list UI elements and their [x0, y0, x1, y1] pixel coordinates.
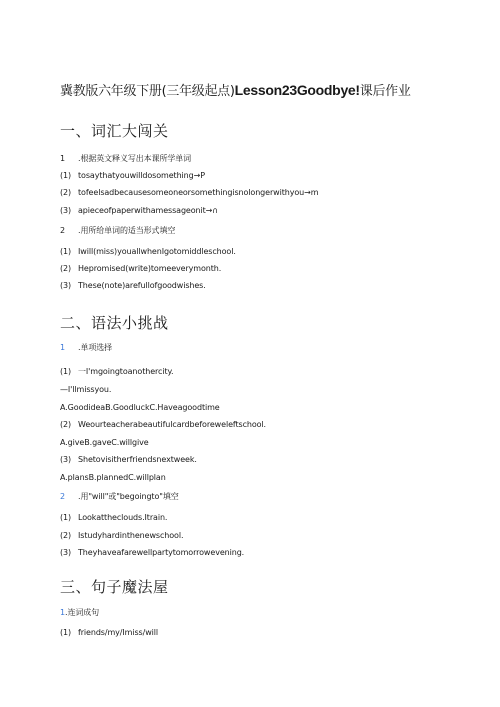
item-text: Weourteacherabeautifulcardbeforeweleftschool. [78, 420, 266, 429]
title-lesson: Lesson23Goodbye! [234, 82, 360, 98]
list-item [60, 403, 220, 412]
list-item [60, 473, 166, 482]
item-text: tofeelsadbecausesomeoneorsomethingisnolongerwithyou→m [78, 188, 319, 197]
question-number: 2 [60, 226, 65, 235]
item-text: Theyhaveafarewellpartytomorrowevening. [78, 548, 245, 557]
question-instruction: .用"will"或"begoingto"填空 [78, 492, 179, 501]
question-number: 1 [60, 608, 65, 617]
item-number: (3) [60, 206, 72, 215]
item-number: (1) [60, 367, 72, 376]
item-text: friends/my/Imiss/will [78, 628, 159, 637]
list-item [60, 281, 206, 290]
item-text: These(note)arefullofgoodwishes. [78, 281, 206, 290]
list-item [60, 531, 183, 540]
item-number: (1) [60, 171, 72, 180]
list-item [60, 206, 218, 215]
section-heading-vocabulary: 一、词汇大闯关 [60, 122, 169, 140]
item-number: (2) [60, 264, 72, 273]
item-text: A.plansB.plannedC.willplan [60, 473, 166, 482]
list-item [60, 171, 205, 180]
list-item [60, 455, 197, 464]
question-instruction: .连词成句 [65, 608, 100, 617]
list-item [60, 264, 221, 273]
section-heading-sentences: 三、句子魔法屋 [60, 578, 169, 596]
item-text: A.GoodideaB.GoodluckC.Haveagoodtime [60, 403, 220, 412]
item-number: (1) [60, 247, 72, 256]
item-text: 一I'mgoingtoanothercity. [78, 367, 174, 376]
item-text: A.giveB.gaveC.willgive [60, 438, 149, 447]
list-item [60, 247, 236, 256]
item-number: (2) [60, 188, 72, 197]
page-title [60, 80, 411, 99]
question-instruction: .单项选择 [78, 343, 113, 352]
list-item [60, 548, 244, 557]
question-number: 1 [60, 154, 65, 163]
question-instruction: .根据英文释义写出本课所学单词 [78, 154, 192, 163]
list-item [60, 366, 173, 377]
item-text: Hepromised(write)tomeeverymonth. [78, 264, 222, 273]
item-text: tosaythatyouwilldosomething→P [78, 171, 205, 180]
item-text: Iwill(miss)youallwhenIgotomiddleschool. [78, 247, 236, 256]
question-header [60, 491, 179, 502]
list-item [60, 420, 266, 429]
item-number: (3) [60, 281, 72, 290]
item-number: (1) [60, 628, 72, 637]
section-heading-grammar: 二、语法小挑战 [60, 314, 169, 332]
question-instruction: .用所给单词的适当形式填空 [78, 226, 176, 235]
item-number: (1) [60, 513, 72, 522]
item-text: Istudyhardinthenewschool. [78, 531, 184, 540]
list-item [60, 513, 167, 522]
item-number: (3) [60, 548, 72, 557]
title-prefix: 冀教版六年级下册(三年级起点) [60, 84, 235, 99]
item-text: —I'llmissyou. [60, 385, 112, 394]
title-suffix: 课后作业 [359, 84, 411, 99]
item-number: (3) [60, 455, 72, 464]
question-header [60, 153, 191, 164]
question-number: 2 [60, 492, 65, 501]
question-number: 1 [60, 343, 65, 352]
item-number: (2) [60, 531, 72, 540]
list-item [60, 188, 318, 197]
item-text: Shetovisitherfriendsnextweek. [78, 455, 197, 464]
question-header [60, 342, 112, 353]
list-item [60, 438, 149, 447]
list-item [60, 385, 111, 394]
question-header [60, 607, 99, 618]
item-text: apieceofpaperwithamessageonit→∩ [78, 206, 219, 215]
item-text: Lookattheclouds.Itrain. [78, 513, 168, 522]
list-item [60, 628, 158, 637]
question-header [60, 225, 175, 236]
item-number: (2) [60, 420, 72, 429]
